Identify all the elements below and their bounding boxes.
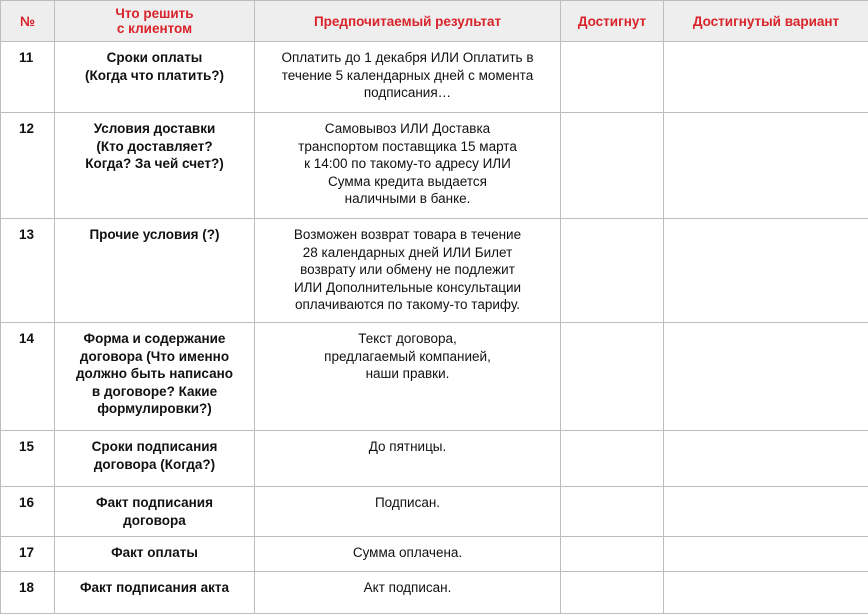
header-topic: Что решить с клиентом [55,1,255,42]
preferred-result-cell: Сумма оплачена. [255,537,561,572]
achieved-cell[interactable] [561,572,664,614]
table-row [1,537,868,572]
table-row [1,113,868,219]
achieved-variant-cell[interactable] [664,572,868,614]
achieved-variant-cell[interactable] [664,219,868,323]
row-number-cell: 14 [1,323,55,431]
achieved-cell[interactable] [561,113,664,219]
topic-cell: Форма и содержание договора (Что именно должно быть написано в договоре? Какие формулировки?) [55,323,255,431]
table-row [1,572,868,614]
achieved-variant-cell[interactable] [664,42,868,113]
header-achieved-variant: Достигнутый вариант [664,1,868,42]
table-header-row [1,1,868,42]
topic-cell: Сроки оплаты (Когда что платить?) [55,42,255,113]
achieved-cell[interactable] [561,42,664,113]
header-preferred-result: Предпочитаемый результат [255,1,561,42]
preferred-result-cell: Подписан. [255,487,561,537]
achieved-variant-cell[interactable] [664,323,868,431]
table-row [1,487,868,537]
achieved-cell[interactable] [561,323,664,431]
row-number-cell: 16 [1,487,55,537]
preferred-result-cell: Текст договора, предлагаемый компанией, наши правки. [255,323,561,431]
preferred-result-cell: Возможен возврат товара в течение 28 календарных дней ИЛИ Билет возврату или обмену не подлежит ИЛИ Дополнительные консультации оплачиваются по такому-то тарифу. [255,219,561,323]
preferred-result-cell: Акт подписан. [255,572,561,614]
achieved-variant-cell[interactable] [664,537,868,572]
header-number: № [1,1,55,42]
preferred-result-cell: Самовывоз ИЛИ Доставка транспортом поставщика 15 марта к 14:00 по такому-то адресу ИЛИ Сумма кредита выдается наличными в банке. [255,113,561,219]
row-number-cell: 11 [1,42,55,113]
row-number-cell: 12 [1,113,55,219]
topic-cell: Сроки подписания договора (Когда?) [55,431,255,487]
achieved-variant-cell[interactable] [664,431,868,487]
achieved-variant-cell[interactable] [664,487,868,537]
row-number-cell: 15 [1,431,55,487]
achieved-cell[interactable] [561,219,664,323]
table-row [1,219,868,323]
topic-cell: Прочие условия (?) [55,219,255,323]
row-number-cell: 18 [1,572,55,614]
topic-cell: Факт оплаты [55,537,255,572]
achieved-cell[interactable] [561,487,664,537]
table-row [1,323,868,431]
row-number-cell: 13 [1,219,55,323]
achieved-cell[interactable] [561,431,664,487]
row-number-cell: 17 [1,537,55,572]
topic-cell: Условия доставки (Кто доставляет? Когда? За чей счет?) [55,113,255,219]
topic-cell: Факт подписания договора [55,487,255,537]
table-row [1,42,868,113]
preferred-result-cell: До пятницы. [255,431,561,487]
header-achieved: Достигнут [561,1,664,42]
topic-cell: Факт подписания акта [55,572,255,614]
table-row [1,431,868,487]
preferred-result-cell: Оплатить до 1 декабря ИЛИ Оплатить в течение 5 календарных дней с момента подписания… [255,42,561,113]
achieved-cell[interactable] [561,537,664,572]
achieved-variant-cell[interactable] [664,113,868,219]
